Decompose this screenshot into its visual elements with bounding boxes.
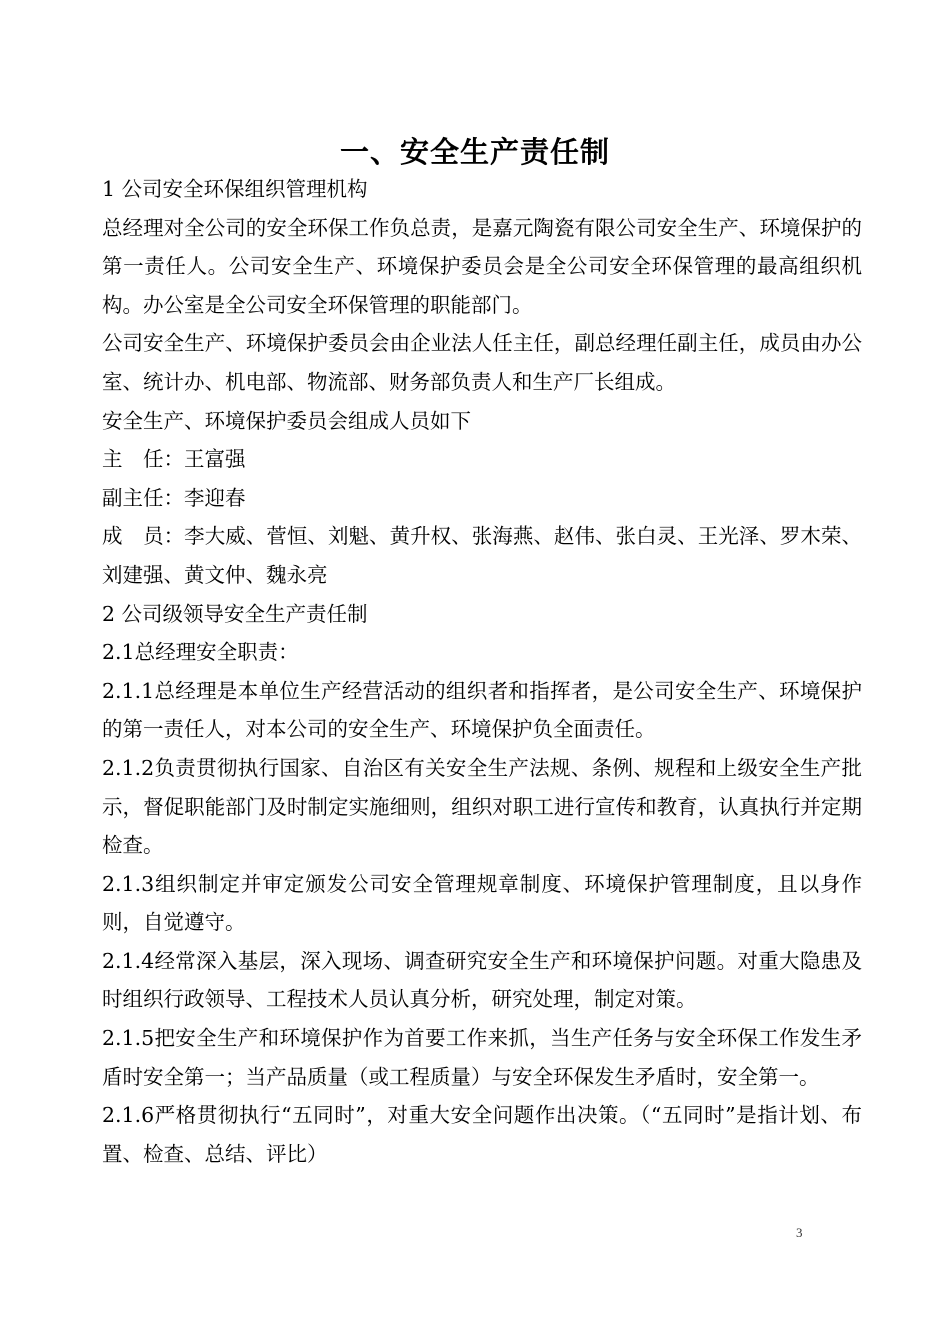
paragraph: 总经理对全公司的安全环保工作负总责，是嘉元陶瓷有限公司安全生产、环境保护的第一责任人。公司安全生产、环境保护委员会是全公司安全环保管理的最高组织机构。办公室是全公司安全环保管理的职能部门。 xyxy=(102,215,862,317)
section-heading-2: 2 公司级领导安全生产责任制 xyxy=(102,601,368,626)
clause-2-1-4: 2.1.4经常深入基层，深入现场、调查研究安全生产和环境保护问题。对重大隐患及时组织行政领导、工程技术人员认真分析，研究处理，制定对策。 xyxy=(102,948,862,1012)
members-line: 成 员：李大威、菅恒、刘魁、黄升权、张海燕、赵伟、张白灵、王光泽、罗木荣、刘建强、黄文仲、魏永亮 xyxy=(102,524,862,587)
subsection-heading: 2.1总经理安全职责： xyxy=(102,640,299,665)
paragraph: 公司安全生产、环境保护委员会由企业法人任主任，副总经理任副主任，成员由办公室、统计办、机电部、物流部、财务部负责人和生产厂长组成。 xyxy=(102,331,862,394)
deputy-director-line: 副主任：李迎春 xyxy=(102,485,246,510)
page-number: 3 xyxy=(796,1225,803,1240)
section-heading-1: 1 公司安全环保组织管理机构 xyxy=(102,177,368,201)
document-body xyxy=(102,170,862,1173)
clause-2-1-1: 2.1.1总经理是本单位生产经营活动的组织者和指挥者，是公司安全生产、环境保护的第一责任人，对本公司的安全生产、环境保护负全面责任。 xyxy=(102,678,862,742)
clause-2-1-3: 2.1.3组织制定并审定颁发公司安全管理规章制度、环境保护管理制度，且以身作则，自觉遵守。 xyxy=(102,871,862,935)
clause-2-1-5: 2.1.5把安全生产和环境保护作为首要工作来抓，当生产任务与安全环保工作发生矛盾时安全第一；当产品质量（或工程质量）与安全环保发生矛盾时，安全第一。 xyxy=(102,1026,862,1089)
clause-2-1-6: 2.1.6严格贯彻执行“五同时”，对重大安全问题作出决策。（“五同时”是指计划、布置、检查、总结、评比） xyxy=(102,1103,862,1166)
paragraph: 安全生产、环境保护委员会组成人员如下 xyxy=(102,408,471,433)
document-title: 一、安全生产责任制 xyxy=(339,135,610,169)
director-line: 主 任：王富强 xyxy=(102,447,246,472)
clause-2-1-2: 2.1.2负责贯彻执行国家、自治区有关安全生产法规、条例、规程和上级安全生产批示，督促职能部门及时制定实施细则，组织对职工进行宣传和教育，认真执行并定期检查。 xyxy=(102,755,862,858)
